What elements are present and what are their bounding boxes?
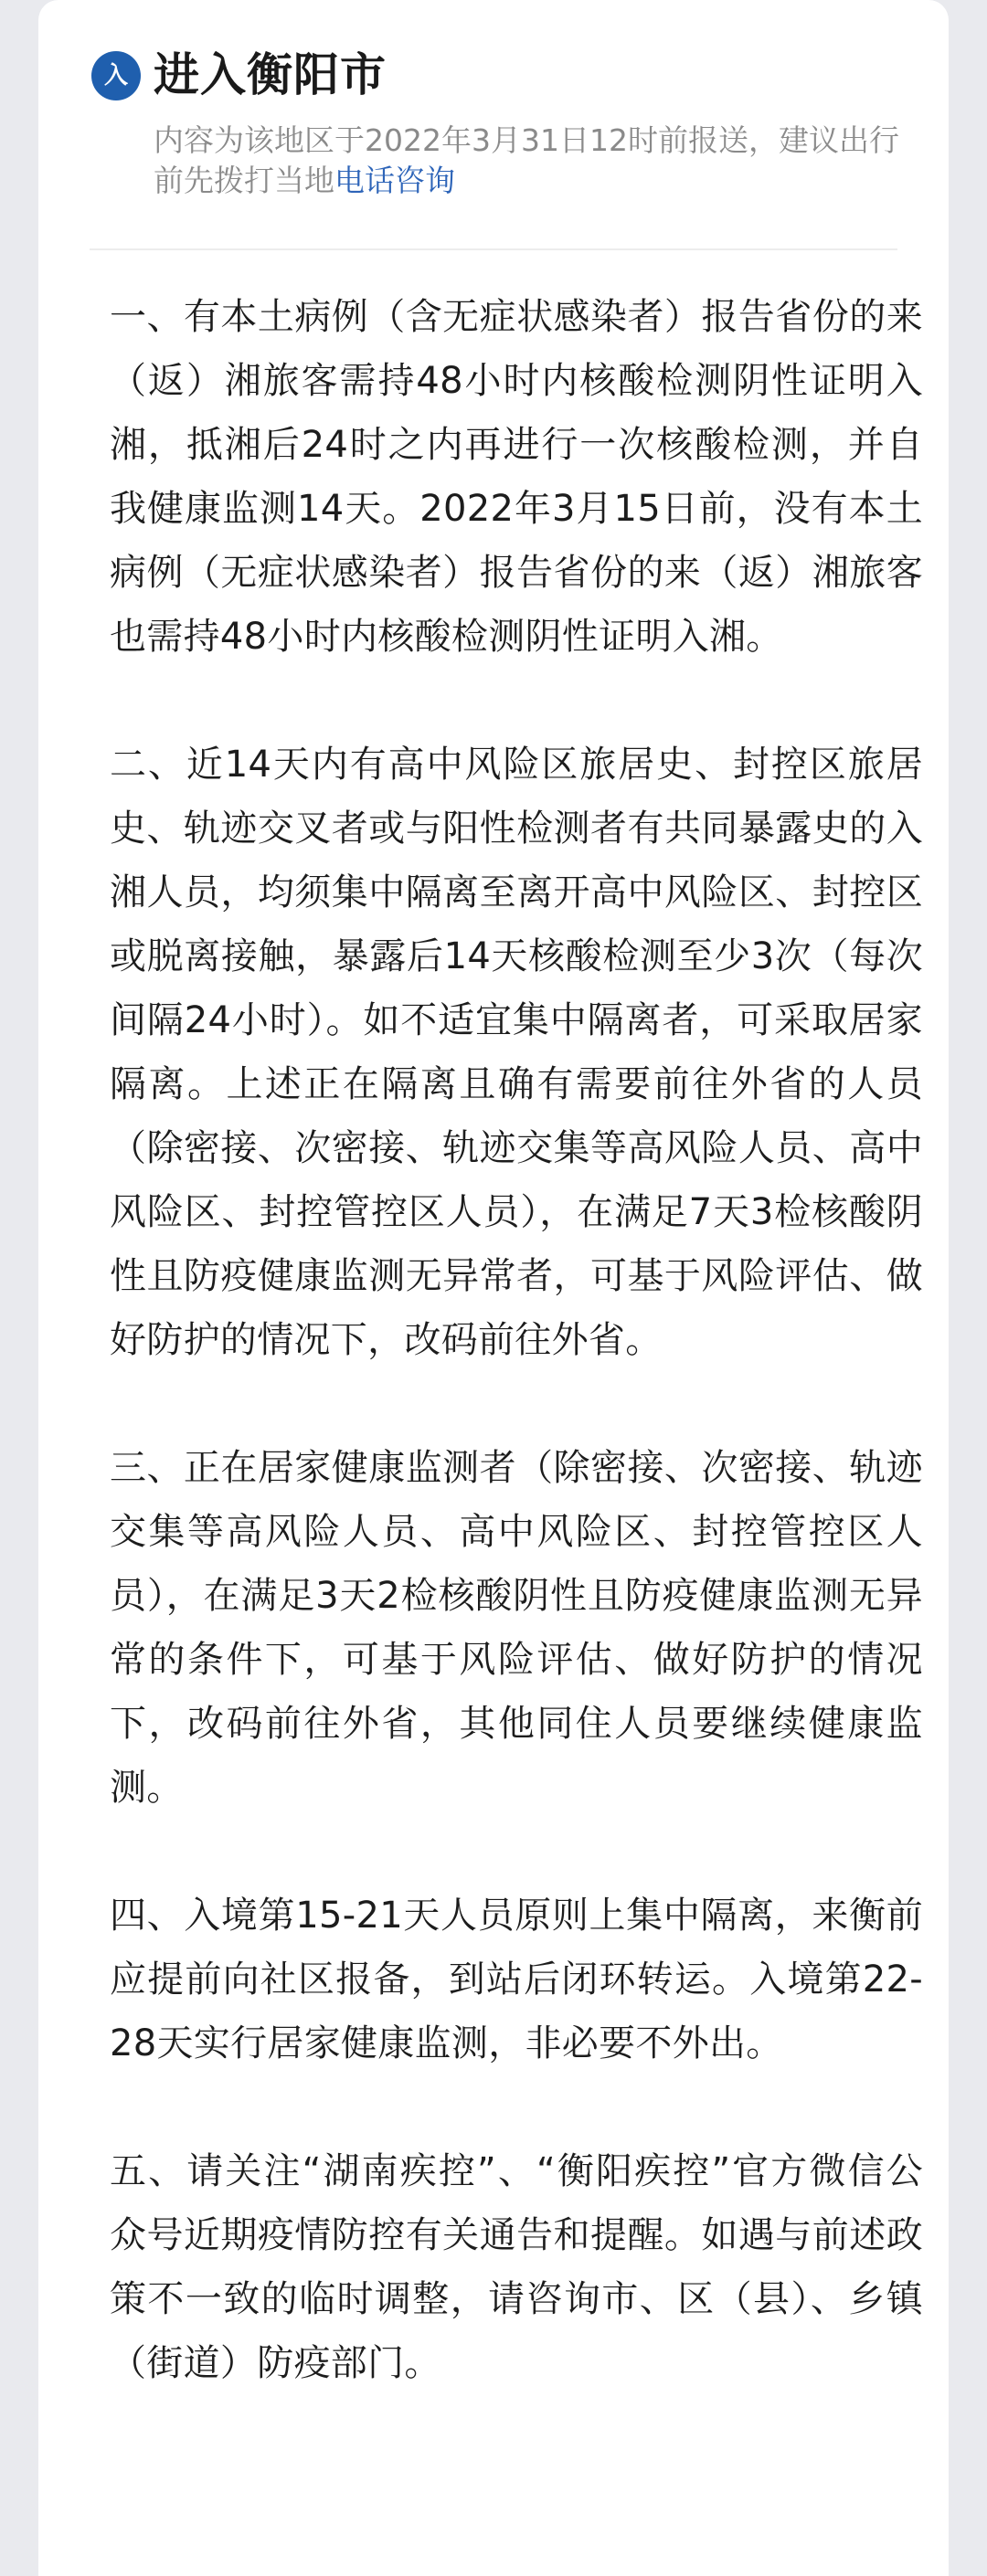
phone-consult-link[interactable]: 电话咨询 xyxy=(334,163,455,198)
policy-card xyxy=(38,0,949,2576)
entry-badge: 入 xyxy=(91,51,141,100)
policy-paragraph-1: 一、有本土病例（含无症状感染者）报告省份的来（返）湘旅客需持48小时内核酸检测阴性证明入湘，抵湘后24时之内再进行一次核酸检测，并自我健康监测14天。2022年3月15日前，没有本土病例（无症状感染者）报告省份的来（返）湘旅客也需持48小时内核酸检测阴性证明入湘。 xyxy=(110,296,923,658)
policy-content xyxy=(110,285,923,2459)
policy-paragraph-3: 三、正在居家健康监测者（除密接、次密接、轨迹交集等高风险人员、高中风险区、封控管控区人员），在满足3天2检核酸阴性且防疫健康监测无异常的条件下，可基于风险评估、做好防护的情况下，改码前往外省，其他同住人员要继续健康监测。 xyxy=(110,1447,923,1809)
page-title: 进入衡阳市 xyxy=(154,48,387,101)
policy-paragraph-2: 二、近14天内有高中风险区旅居史、封控区旅居史、轨迹交叉者或与阳性检测者有共同暴露史的入湘人员，均须集中隔离至离开高中风险区、封控区或脱离接触，暴露后14天核酸检测至少3次（每次间隔24小时）。如不适宜集中隔离者，可采取居家隔离。上述正在隔离且确有需要前往外省的人员（除密接、次密接、轨迹交集等高风险人员、高中风险区、封控管控区人员），在满足7天3检核酸阴性且防疫健康监测无异常者，可基于风险评估、做好防护的情况下，改码前往外省。 xyxy=(110,744,923,1361)
policy-paragraph-4: 四、入境第15-21天人员原则上集中隔离，来衡前应提前向社区报备，到站后闭环转运。入境第22-28天实行居家健康监测，非必要不外出。 xyxy=(110,1895,923,2064)
report-note xyxy=(154,121,921,201)
policy-paragraph-5: 五、请关注“湖南疾控”、“衡阳疾控”官方微信公众号近期疫情防控有关通告和提醒。如遇与前述政策不一致的临时调整，请咨询市、区（县）、乡镇（街道）防疫部门。 xyxy=(110,2150,923,2384)
header-divider xyxy=(90,248,897,250)
report-note-text: 内容为该地区于2022年3月31日12时前报送，建议出行前先拨打当地 xyxy=(154,122,899,198)
card-header xyxy=(38,0,949,248)
